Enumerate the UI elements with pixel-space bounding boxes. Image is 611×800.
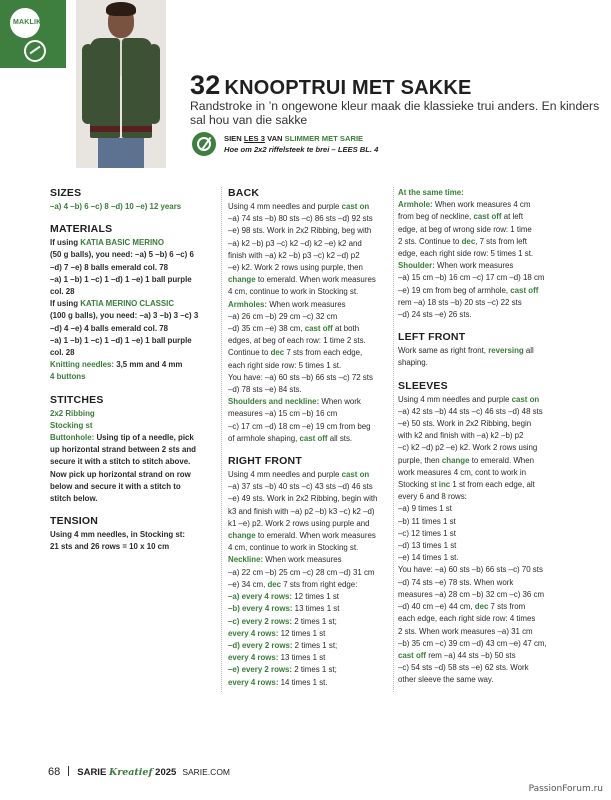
buttonhole-line: below and secure it with a stitch to [50,481,181,491]
stitches-heading: STITCHES [50,393,104,406]
column-1 [50,187,216,564]
instruction-line: –a) 37 sts –b) 40 sts –c) 43 sts –d) 46 sts [228,482,373,492]
instruction-line: 2 sts. Continue to dec, 7 sts from left [398,236,527,246]
instruction-line: Shoulder: When work measures [398,261,514,271]
photo-trim-right [122,126,152,132]
stitch-stocking: Stocking st [50,420,93,430]
instruction-line: Using 4 mm needles and purple cast on [398,394,540,404]
sleeves-section [398,380,562,687]
instruction-line: You have: –a) 60 sts –b) 66 sts –c) 70 sts [398,565,543,575]
instruction-line: each right side row: 5 times 1 st. [228,360,342,370]
footer-divider [68,766,69,776]
right-front-section [228,455,392,689]
instruction-line: every 6 and 8 rows: [398,492,467,502]
back-heading: BACK [228,187,260,199]
instruction-line: You have: –a) 60 sts –b) 66 sts –c) 72 sts [228,372,373,382]
magazine-subtitle: Kreatief [108,767,153,778]
instruction-line: –d) 74 sts –e) 78 sts. When work [398,577,514,587]
instruction-line: Work same as right front, reversing all [398,346,534,356]
tip-prefix: SIEN [224,134,244,143]
instruction-line: 4 cm, continue to work in Stocking st. [228,543,359,553]
buttonhole-line: Now pick up horizontal strand on row [50,469,191,479]
hero-photo [76,0,166,168]
materials-line: If using KATIA MERINO CLASSIC [50,299,175,309]
column-separator-2 [393,187,394,692]
instruction-line: –a) 22 cm –b) 25 cm –c) 28 cm –d) 31 cm [228,567,375,577]
instruction-line: –e) 98 sts. Work in 2x2 Ribbing, beg with [228,226,372,236]
instruction-line: finish with –a) k2 –b) p3 –c) k2 –d) p2 [228,250,360,260]
materials-line: col. 28 [50,287,75,297]
instruction-line: every 4 rows: 14 times 1 st. [228,677,328,687]
page-number: 68 [48,766,61,778]
at-same-time-section [398,187,562,321]
materials-line: (50 g balls), you need: –a) 5 –b) 6 –c) 6 [50,250,194,260]
tension-section [50,515,216,553]
materials-line: –d) 4 –e) 4 balls emerald col. 78 [50,323,168,333]
instruction-line: cast off rem –a) 44 sts –b) 50 sts [398,650,516,660]
materials-heading: MATERIALS [50,223,113,236]
materials-line: –d) 7 –e) 8 balls emerald col. 78 [50,262,168,272]
instruction-line: –b) every 4 rows: 13 times 1 st [228,604,340,614]
back-lines [228,201,392,445]
instruction-line: 4 cm, continue to work in Stocking st. [228,287,359,297]
site-link[interactable]: SARIE.COM [182,767,231,777]
buttonhole-line: secure it with a stitch to stitch above. [50,457,191,467]
materials-line: –a) 1 –b) 1 –c) 1 –d) 1 –e) 1 ball purple [50,274,192,284]
instruction-line: with k2 and finish with –a) k2 –b) p2 [398,431,524,441]
instruction-line: –e) 19 cm from beg of armhole, cast off [398,285,539,295]
instruction-line: –a) 26 cm –b) 29 cm –c) 32 cm [228,311,338,321]
sizes-heading: SIZES [50,187,82,199]
back-section [228,187,392,445]
yarn-needle-icon [192,132,216,156]
instruction-line: –a) 42 sts –b) 44 sts –c) 46 sts –d) 48 sts [398,406,543,416]
instruction-line: –a) every 4 rows: 12 times 1 st [228,592,339,602]
buttonhole-text [50,432,216,505]
pattern-title: KNOOPTRUI MET SAKKE [224,77,472,99]
page-footer [48,766,230,778]
right-front-lines [228,469,392,689]
tension-line: Using 4 mm needles, in Stocking st: [50,530,186,540]
magazine-name: SARIE [77,767,107,778]
tip-series: SLIMMER MET SARIE [284,134,364,143]
instruction-line: –e) 14 times 1 st. [398,553,459,563]
right-front-heading: RIGHT FRONT [228,455,302,468]
instruction-line: rem –a) 18 sts –b) 20 sts –c) 22 sts [398,297,522,307]
at-same-time-heading: At the same time: [398,188,464,197]
instruction-line: each edge, each right side row: 4 times [398,614,536,624]
instruction-line: –d) every 2 rows: 2 times 1 st; [228,640,338,650]
materials-line: (100 g balls), you need: –a) 3 –b) 3 –c) 3 [50,311,199,321]
instruction-line: –c) k2 –d) p2 –e) k2. Work 2 rows using [398,443,538,453]
instruction-line: Armhole: When work measures 4 cm [398,200,531,210]
instruction-line: every 4 rows: 12 times 1 st [228,628,326,638]
instruction-line: –d) 40 cm –e) 44 cm, dec 7 sts from [398,602,526,612]
instruction-line: –c) 17 cm –d) 18 cm –e) 19 cm from beg [228,421,371,431]
tip-lesson-link[interactable]: LES 3 [243,134,265,143]
materials-line: 4 buttons [50,372,86,382]
instruction-line: edge, each right side row: 5 times 1 st. [398,249,534,259]
instruction-line: –e) 34 cm, dec 7 sts from right edge: [228,579,358,589]
instruction-line: change to emerald. When work measures [228,275,376,285]
instruction-line: work measures 4 cm, cont to work in [398,467,527,477]
instruction-line: –d) 24 sts –e) 26 sts. [398,310,472,320]
instruction-line: –d) 78 sts –e) 84 sts. [228,385,302,395]
instruction-line: from beg of neckline, cast off at left [398,212,524,222]
instruction-line: –e) 49 sts. Work in 2x2 Ribbing, begin with [228,494,378,504]
column-3 [398,187,562,697]
buttonhole-line: Buttonhole: Using tip of a needle, pick [50,433,194,443]
photo-hair [106,2,136,16]
instruction-line: –d) 13 times 1 st [398,541,457,551]
magazine-year: 2025 [155,767,177,778]
instruction-line: of armhole shaping, cast off all sts. [228,433,353,443]
instruction-line: edges, at beg of each row: 1 time 2 sts. [228,336,366,346]
sizes-text: –a) 4 –b) 6 –c) 8 –d) 10 –e) 12 years [50,202,182,211]
instruction-line: purple, then change to emerald. When [398,455,534,465]
photo-cardigan-left [90,38,120,138]
instruction-line: k1 –e) p2. Work 2 rows using purple and [228,518,370,528]
instruction-line: Using 4 mm needles and purple cast on [228,470,370,480]
left-front-heading: LEFT FRONT [398,331,466,344]
at-same-time-lines [398,199,562,321]
watermark: PassionForum.ru [528,784,603,794]
instruction-line: change to emerald. When work measures [228,531,376,541]
buttonhole-line: up horizontal strand between 2 sts and [50,445,196,455]
page-title [190,70,472,101]
instruction-line: other sleeve the same way. [398,675,494,685]
instruction-line: –c) 12 times 1 st [398,528,456,538]
materials-line: If using KATIA BASIC MERINO [50,238,164,248]
tension-heading: TENSION [50,515,99,528]
instruction-line: –c) every 2 rows: 2 times 1 st; [228,616,337,626]
instruction-line: measures –a) 28 cm –b) 32 cm –c) 36 cm [398,589,545,599]
instruction-line: Stocking st inc 1 st from each edge, alt [398,480,535,490]
maklik-circle [10,8,40,38]
materials-lines [50,237,216,383]
instruction-line: measures –a) 15 cm –b) 16 cm [228,409,338,419]
tip-line-2: Hoe om 2x2 riffelsteek te brei – LEES BL. 4 [224,145,379,154]
instruction-line: Continue to dec 7 sts from each edge, [228,348,363,358]
instruction-line: –a) 74 sts –b) 80 sts –c) 86 sts –d) 92 sts [228,214,373,224]
instruction-line: –d) 35 cm –e) 38 cm, cast off at both [228,324,360,334]
column-2 [228,187,392,699]
instruction-line: shaping. [398,358,428,368]
instruction-line: –c) 54 sts –d) 58 sts –e) 62 sts. Work [398,663,529,673]
instruction-line: –e) k2. Work 2 rows using purple, then [228,263,363,273]
instruction-line: Armholes: When work measures [228,299,346,309]
instruction-line: –e) every 2 rows: 2 times 1 st; [228,665,337,675]
materials-line: Knitting needles: 3,5 mm and 4 mm [50,360,183,370]
left-front-lines [398,345,562,369]
sleeves-lines [398,394,562,687]
maklik-badge [0,0,66,68]
tip-line-1 [224,134,363,143]
stitches-section [50,394,216,506]
materials-line: –a) 1 –b) 1 –c) 1 –d) 1 –e) 1 ball purple [50,335,192,345]
instruction-line: Neckline: When work measures [228,555,342,565]
pattern-number: 32 [190,70,221,100]
photo-jeans [98,138,144,168]
yarn-ball-icon [24,40,46,62]
instruction-line: k3 and finish with –a) p2 –b) k3 –c) k2 –d) [228,506,375,516]
instruction-line: 2 sts. When work measures –a) 31 cm [398,626,533,636]
photo-cardigan-right [122,38,152,138]
materials-section [50,223,216,383]
tip-mid: VAN [264,134,285,143]
tip-box [190,132,590,158]
instruction-line: Shoulders and neckline: When work [228,397,361,407]
instruction-line: –b) 11 times 1 st [398,516,456,526]
stitch-ribbing: 2x2 Ribbing [50,408,95,418]
instruction-line: every 4 rows: 13 times 1 st [228,653,326,663]
tension-line: 21 sts and 26 rows = 10 x 10 cm [50,542,170,552]
instruction-line: –a) 15 cm –b) 16 cm –c) 17 cm –d) 18 cm [398,273,545,283]
buttonhole-line: stitch below. [50,494,98,504]
instruction-line: edge, at beg of wrong side row: 1 time [398,224,532,234]
instruction-line: –b) 35 cm –c) 39 cm –d) 43 cm –e) 47 cm, [398,638,547,648]
column-separator-1 [221,187,222,692]
subtitle: Randstroke in ’n ongewone kleur maak die klassieke trui anders. En kinders sal hou van die sakke [190,99,600,127]
instruction-line: –a) k2 –b) p3 –c) k2 –d) k2 –e) k2 and [228,238,362,248]
left-front-section [398,331,562,369]
photo-trim-left [90,126,120,132]
sleeves-heading: SLEEVES [398,379,448,392]
instruction-line: –a) 9 times 1 st [398,504,452,514]
materials-line: col. 28 [50,348,75,358]
sizes-section [50,187,216,213]
instruction-line: Using 4 mm needles and purple cast on [228,202,370,211]
maklik-label: MAKLIK [13,19,42,26]
instruction-line: –e) 50 sts. Work in 2x2 Ribbing, begin [398,419,532,429]
